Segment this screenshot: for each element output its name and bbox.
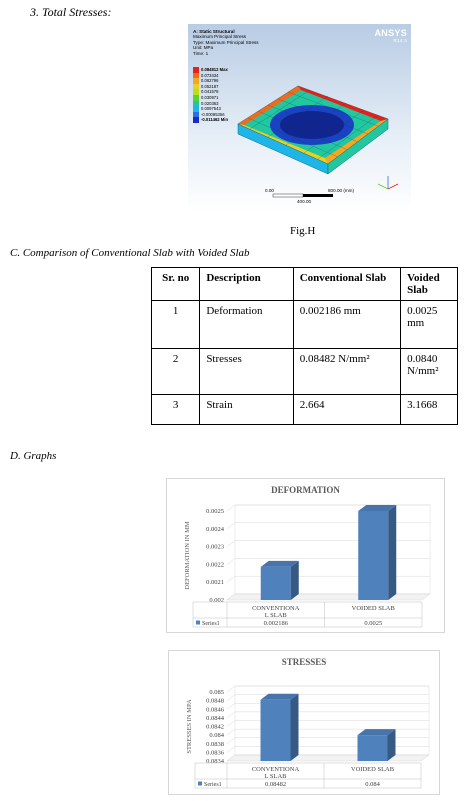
cell-description: Strain bbox=[200, 395, 293, 425]
y-tick-label: 0.0021 bbox=[206, 579, 224, 587]
series-legend-key bbox=[198, 782, 202, 786]
x-category-label: CONVENTIONA bbox=[251, 766, 300, 773]
data-value-label: 0.002186 bbox=[263, 620, 288, 627]
cell-voided: 0.0025 mm bbox=[401, 301, 458, 349]
bar bbox=[358, 735, 388, 761]
cell-sr: 2 bbox=[152, 349, 200, 395]
section-c-heading: C. Comparison of Conventional Slab with Voided Slab bbox=[10, 247, 250, 259]
stresses-chart bbox=[168, 650, 440, 795]
cell-voided: 0.0840 N/mm² bbox=[401, 349, 458, 395]
bar-side bbox=[291, 694, 299, 761]
bar-side bbox=[291, 561, 299, 600]
cell-conventional: 0.08482 N/mm² bbox=[293, 349, 400, 395]
series-legend-key bbox=[196, 621, 200, 625]
floor bbox=[227, 594, 430, 600]
y-axis-label: DEFORMATION IN MM bbox=[184, 521, 191, 590]
cell-sr: 1 bbox=[152, 301, 200, 349]
scale-bar-right bbox=[303, 194, 333, 197]
scale-bar-left bbox=[273, 194, 303, 197]
cell-conventional: 2.664 bbox=[293, 395, 400, 425]
y-tick-label: 0.0838 bbox=[206, 740, 224, 748]
y-tick-label: 0.085 bbox=[209, 689, 224, 696]
legend-value: 0.030971 bbox=[201, 95, 219, 100]
cell-description: Stresses bbox=[200, 349, 293, 395]
header-description: Description bbox=[200, 268, 293, 301]
scale-label-0: 0.00 bbox=[265, 188, 274, 193]
y-tick-label: 0.0025 bbox=[206, 508, 224, 515]
ansys-type: Maximum Principal Stress bbox=[193, 34, 247, 40]
ansys-title: A: Static Structural bbox=[193, 29, 235, 34]
legend-value: -0.00085356 bbox=[201, 111, 225, 117]
chart-title: DEFORMATION bbox=[271, 485, 340, 495]
data-value-label: 0.08482 bbox=[264, 781, 287, 788]
header-conventional: Conventional Slab bbox=[293, 268, 400, 301]
axis-triad bbox=[378, 176, 398, 189]
y-axis-label: STRESSES IN MPA bbox=[186, 699, 193, 754]
section-3-heading: 3. Total Stresses: bbox=[30, 5, 112, 19]
deformation-chart bbox=[166, 478, 445, 633]
legend-value: 0.0097543 bbox=[201, 106, 221, 112]
chart-title: STRESSES bbox=[281, 657, 327, 667]
legend-value: 0.020363 bbox=[201, 100, 219, 106]
y-tick-label: 0.0023 bbox=[206, 543, 224, 551]
void-core bbox=[280, 111, 344, 139]
x-category-label: L SLAB bbox=[264, 773, 287, 780]
legend-value: 0.062796 bbox=[201, 78, 219, 84]
ansys-logo-text: ANSYS bbox=[374, 28, 407, 38]
data-value-label: 0.0025 bbox=[364, 620, 383, 627]
ansys-type-line: Type: Maximum Principal Stress bbox=[193, 39, 259, 45]
comparison-table bbox=[151, 267, 458, 425]
cell-voided: 3.1668 bbox=[401, 395, 458, 425]
cell-description: Deformation bbox=[200, 301, 293, 349]
y-tick-label: 0.0022 bbox=[206, 561, 224, 569]
legend-value: 0.084812 Max bbox=[201, 67, 228, 72]
legend-value: 0.052187 bbox=[201, 83, 219, 89]
slab-render bbox=[188, 24, 411, 212]
ansys-unit: Unit: MPa bbox=[193, 45, 214, 51]
table-header-row bbox=[152, 268, 458, 301]
table-row bbox=[152, 395, 458, 425]
legend-value: 0.041578 bbox=[201, 89, 219, 95]
y-tick-label: 0.0842 bbox=[206, 723, 224, 731]
cell-sr: 3 bbox=[152, 395, 200, 425]
ansys-version: R14.5 bbox=[393, 38, 407, 43]
section-d-heading: D. Graphs bbox=[10, 450, 57, 462]
x-category-label: CONVENTIONA bbox=[252, 605, 300, 612]
y-tick-label: 0.0846 bbox=[206, 706, 224, 714]
bar-side bbox=[388, 505, 396, 600]
scale-label-800: 800.00 (mm) bbox=[328, 188, 355, 193]
data-value-label: 0.084 bbox=[365, 781, 380, 788]
y-tick-label: 0.0834 bbox=[206, 758, 224, 765]
series-name: Series1 bbox=[204, 782, 222, 788]
bar bbox=[358, 511, 388, 600]
y-tick-label: 0.0848 bbox=[206, 697, 224, 705]
legend-value: 0.073434 bbox=[201, 72, 219, 78]
x-category-label: VOIDED SLAB bbox=[351, 605, 395, 612]
ansys-time: Time: 1 bbox=[193, 50, 209, 56]
deformation-chart-svg bbox=[167, 479, 444, 632]
bar bbox=[261, 700, 291, 761]
bar bbox=[261, 567, 291, 600]
table-row bbox=[152, 301, 458, 349]
series-name: Series1 bbox=[202, 621, 220, 627]
y-tick-label: 0.0024 bbox=[206, 525, 224, 533]
legend-value: -0.011462 Min bbox=[201, 117, 229, 123]
x-category-label: L SLAB bbox=[264, 612, 287, 619]
stresses-chart-svg bbox=[169, 651, 439, 794]
table-row bbox=[152, 349, 458, 395]
header-voided: Voided Slab bbox=[401, 268, 458, 301]
y-tick-label: 0.002 bbox=[209, 597, 224, 604]
floor bbox=[227, 755, 429, 761]
y-tick-label: 0.0836 bbox=[206, 749, 224, 757]
ansys-stress-figure bbox=[188, 24, 411, 212]
cell-conventional: 0.002186 mm bbox=[293, 301, 400, 349]
y-tick-label: 0.084 bbox=[209, 732, 224, 740]
scale-label-400: 400.00 bbox=[297, 199, 312, 204]
header-sr-no: Sr. no bbox=[152, 268, 200, 301]
figure-caption: Fig.H bbox=[290, 225, 316, 237]
x-category-label: VOIDED SLAB bbox=[350, 766, 395, 773]
y-tick-label: 0.0844 bbox=[206, 714, 224, 722]
